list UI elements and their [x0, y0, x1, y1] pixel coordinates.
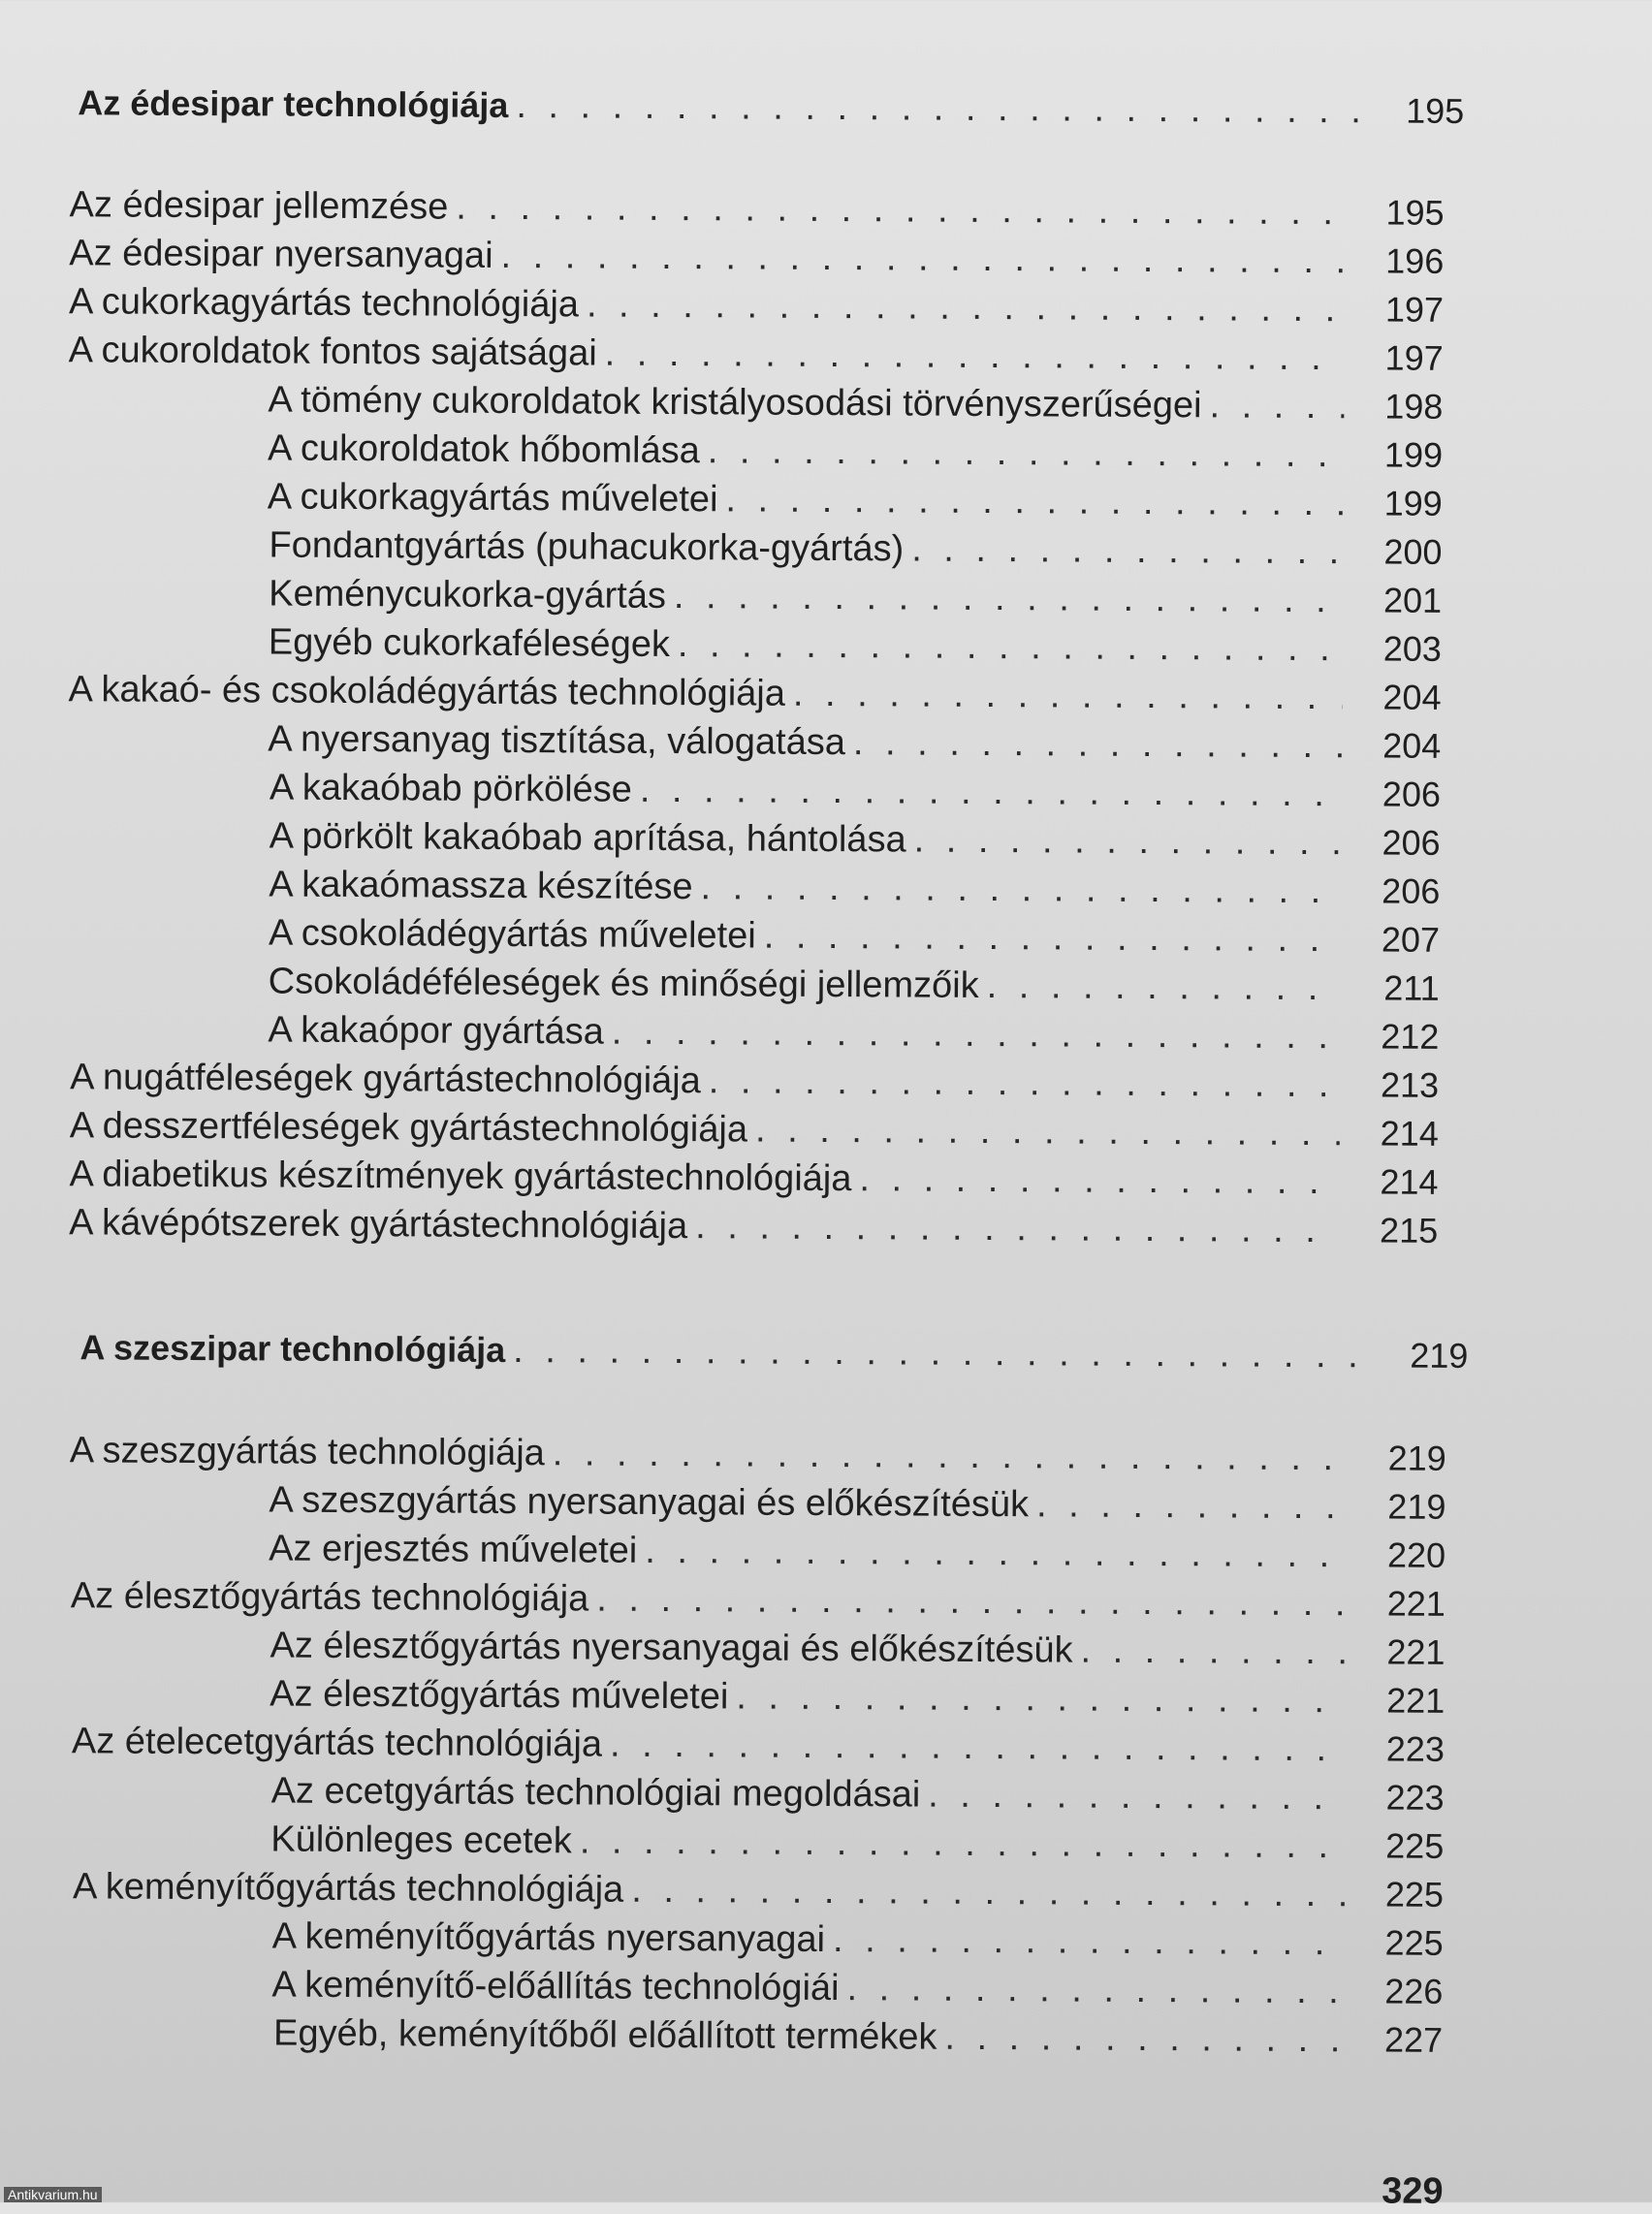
- entry-title: A keményítő-előállítás technológiái: [271, 1964, 840, 2009]
- page-number: 221: [1386, 1631, 1446, 1672]
- section-heading: [78, 79, 1464, 136]
- toc-subentry: [269, 908, 1440, 964]
- entry-title: Az élesztőgyártás műveletei: [270, 1673, 729, 1718]
- entry-title: A cukoroldatok fontos sajátságai: [68, 330, 597, 374]
- page-number: 195: [1406, 90, 1465, 132]
- dot-leader: [612, 1008, 1341, 1061]
- dot-leader: [553, 1429, 1348, 1482]
- page-number: 199: [1383, 483, 1443, 523]
- page-number: 212: [1381, 1016, 1440, 1057]
- toc-entry: [70, 1053, 1439, 1110]
- entry-title: A kávépótszerek gyártástechnológiája: [69, 1202, 688, 1248]
- entry-title: Az ételecetgyártás technológiája: [71, 1721, 603, 1765]
- entry-title: A kakaóbab pörkölése: [269, 767, 633, 810]
- toc-subentry: [269, 957, 1440, 1012]
- entry-title: Egyéb cukorkaféleségek: [268, 621, 671, 666]
- dot-leader: [587, 280, 1345, 333]
- page-number: 204: [1382, 725, 1442, 766]
- toc-subentry: [272, 1913, 1444, 1968]
- dot-leader: [500, 232, 1345, 285]
- dot-leader: [1209, 381, 1344, 430]
- dot-leader: [708, 427, 1345, 479]
- page-number: 221: [1386, 1583, 1446, 1624]
- dot-leader: [645, 1527, 1347, 1579]
- dot-leader: [944, 2013, 1344, 2065]
- dot-leader: [631, 1866, 1345, 1918]
- toc-entry: [69, 277, 1444, 334]
- entry-title: A nugátféleségek gyártástechnológiája: [70, 1057, 701, 1102]
- page-number: 197: [1384, 337, 1444, 378]
- entry-title: A szeszgyártás technológiája: [69, 1430, 545, 1474]
- dot-leader: [736, 1672, 1346, 1724]
- page-number: 198: [1384, 386, 1444, 427]
- toc-entry: [70, 1101, 1439, 1158]
- page-number: 225: [1384, 1922, 1444, 1963]
- dot-leader: [833, 1915, 1345, 1967]
- page-number: 206: [1382, 822, 1441, 863]
- toc-entry: [69, 1198, 1438, 1255]
- page-number: 204: [1382, 677, 1442, 717]
- entry-title: A kakaópor gyártása: [268, 1009, 604, 1053]
- entry-title: A szeszgyártás nyersanyagai és előkészítésük: [269, 1479, 1030, 1526]
- page-number: 219: [1387, 1438, 1446, 1478]
- dot-leader: [610, 1721, 1346, 1774]
- dot-leader: [911, 525, 1344, 577]
- entry-title: Egyéb, keményítőből előállított termékek: [272, 2012, 937, 2058]
- toc-subentry: [269, 521, 1442, 576]
- page-number: 221: [1386, 1680, 1446, 1721]
- entry-title: A cukoroldatok hőbomlása: [267, 427, 700, 472]
- toc-entry: [69, 326, 1444, 383]
- dot-leader: [764, 912, 1342, 965]
- page-number: 207: [1381, 919, 1441, 960]
- entry-title: A kakaó- és csokoládégyártás technológiája: [68, 669, 786, 714]
- page-number: 213: [1380, 1064, 1440, 1105]
- page-number: 211: [1383, 967, 1440, 1008]
- entry-title: Csokoládéféleségek és minőségi jellemzőik: [268, 961, 979, 1006]
- page-number: 215: [1379, 1210, 1439, 1250]
- entry-title: Az erjesztés műveletei: [269, 1528, 638, 1571]
- entry-title: A diabetikus készítmények gyártástechnológiája: [69, 1154, 852, 1200]
- entry-title: Keménycukorka-gyártás: [269, 573, 667, 617]
- page-number: 214: [1380, 1113, 1439, 1154]
- page-number: 219: [1387, 1486, 1446, 1527]
- dot-leader: [678, 620, 1343, 673]
- dot-leader: [456, 183, 1346, 237]
- entry-title: A kakaómassza készítése: [269, 864, 693, 908]
- watermark: Antikvarium.hu: [4, 2187, 102, 2202]
- entry-title: A pörkölt kakaóbab aprítása, hántolása: [269, 815, 906, 861]
- entry-title: Fondantgyártás (puhacukorka-gyártás): [269, 524, 905, 570]
- page-number: 196: [1385, 240, 1445, 281]
- entry-title: A cukorkagyártás technológiája: [68, 281, 580, 326]
- page-number: 225: [1385, 1825, 1445, 1866]
- toc-subentry: [268, 472, 1443, 527]
- page-number: 225: [1384, 1874, 1445, 1914]
- dot-leader: [700, 863, 1341, 915]
- page-number: 223: [1385, 1728, 1446, 1769]
- toc-subentry: [268, 1005, 1439, 1060]
- dot-leader: [695, 1202, 1339, 1254]
- section-title: Az édesipar technológiája: [78, 82, 509, 125]
- toc-entry: [69, 180, 1444, 237]
- dot-leader: [928, 1771, 1346, 1822]
- entry-title: A keményítőgyártás technológiája: [72, 1866, 624, 1911]
- toc-subentry: [270, 1816, 1444, 1871]
- toc-entry: [70, 1426, 1446, 1483]
- dot-leader: [846, 1964, 1344, 2015]
- dot-leader: [1080, 1627, 1346, 1677]
- page-number: 195: [1385, 192, 1445, 233]
- page-number: 197: [1384, 289, 1445, 330]
- toc-subentry: [268, 375, 1443, 430]
- page-number: 223: [1385, 1777, 1445, 1818]
- toc-subentry: [269, 569, 1442, 624]
- toc-subentry: [270, 1767, 1444, 1822]
- toc-entry: [68, 665, 1441, 722]
- dot-leader: [1036, 1480, 1348, 1531]
- entry-title: Különleges ecetek: [270, 1819, 573, 1862]
- section-heading: [79, 1323, 1468, 1380]
- dot-leader: [640, 766, 1342, 818]
- entry-title: A desszertféleségek gyártástechnológiája: [69, 1105, 748, 1151]
- toc-subentry: [270, 1670, 1445, 1725]
- page-number: 206: [1382, 870, 1441, 911]
- toc-entry: [71, 1571, 1446, 1629]
- dot-leader: [516, 81, 1365, 135]
- dot-leader: [853, 718, 1343, 770]
- section-title: A szeszipar technológiája: [79, 1327, 506, 1370]
- page-number: 201: [1382, 580, 1443, 620]
- entry-title: A csokoládégyártás műveletei: [268, 912, 756, 957]
- dot-leader: [513, 1326, 1369, 1379]
- entry-title: Az édesipar jellemzése: [69, 184, 449, 228]
- dot-leader: [605, 330, 1345, 383]
- dot-leader: [987, 962, 1341, 1012]
- page-number: 226: [1384, 1971, 1444, 2011]
- toc-subentry: [268, 424, 1443, 479]
- toc-subentry: [270, 1622, 1445, 1677]
- entry-title: A nyersanyag tisztítása, válogatása: [268, 718, 846, 764]
- dot-leader: [755, 1106, 1340, 1158]
- toc-subentry: [270, 811, 1441, 867]
- page-number: 203: [1382, 628, 1442, 669]
- toc-subentry: [269, 1475, 1446, 1531]
- page-number: 219: [1410, 1335, 1469, 1376]
- toc-entry: [73, 1862, 1444, 1919]
- dot-leader: [596, 1575, 1347, 1629]
- dot-leader: [709, 1057, 1341, 1109]
- entry-title: Az ecetgyártás technológiai megoldásai: [270, 1770, 921, 1816]
- entry-title: A tömény cukoroldatok kristályosodási törvényszerűségei: [268, 379, 1202, 427]
- toc-subentry: [273, 2009, 1443, 2065]
- dot-leader: [793, 670, 1343, 721]
- page-number: 206: [1382, 774, 1442, 814]
- dot-leader: [859, 1154, 1339, 1206]
- toc-subentry: [269, 617, 1442, 673]
- page-number: 214: [1380, 1161, 1439, 1202]
- toc-subentry: [271, 1961, 1443, 2016]
- entry-title: Az élesztőgyártás nyersanyagai és előkészítésük: [270, 1625, 1073, 1671]
- page-number: 200: [1383, 531, 1443, 572]
- page-number: 199: [1383, 434, 1444, 475]
- toc-subentry: [269, 1524, 1446, 1579]
- entry-title: A cukorkagyártás műveletei: [267, 476, 718, 521]
- dot-leader: [725, 475, 1344, 527]
- toc-entry: [69, 1150, 1438, 1207]
- toc-subentry: [270, 763, 1441, 818]
- toc-entry: [72, 1717, 1445, 1774]
- page-number: 220: [1386, 1534, 1446, 1575]
- dot-leader: [674, 572, 1344, 624]
- toc-subentry: [269, 860, 1440, 915]
- page-number: 227: [1383, 2019, 1444, 2060]
- dot-leader: [580, 1817, 1346, 1870]
- toc-entry: [69, 229, 1444, 286]
- entry-title: Az édesipar nyersanyagai: [69, 233, 493, 276]
- entry-title: A keményítőgyártás nyersanyagai: [271, 1915, 826, 1961]
- page-folio: 329: [1382, 2170, 1444, 2212]
- toc-subentry: [268, 714, 1441, 770]
- dot-leader: [914, 816, 1342, 868]
- entry-title: Az élesztőgyártás technológiája: [70, 1575, 589, 1620]
